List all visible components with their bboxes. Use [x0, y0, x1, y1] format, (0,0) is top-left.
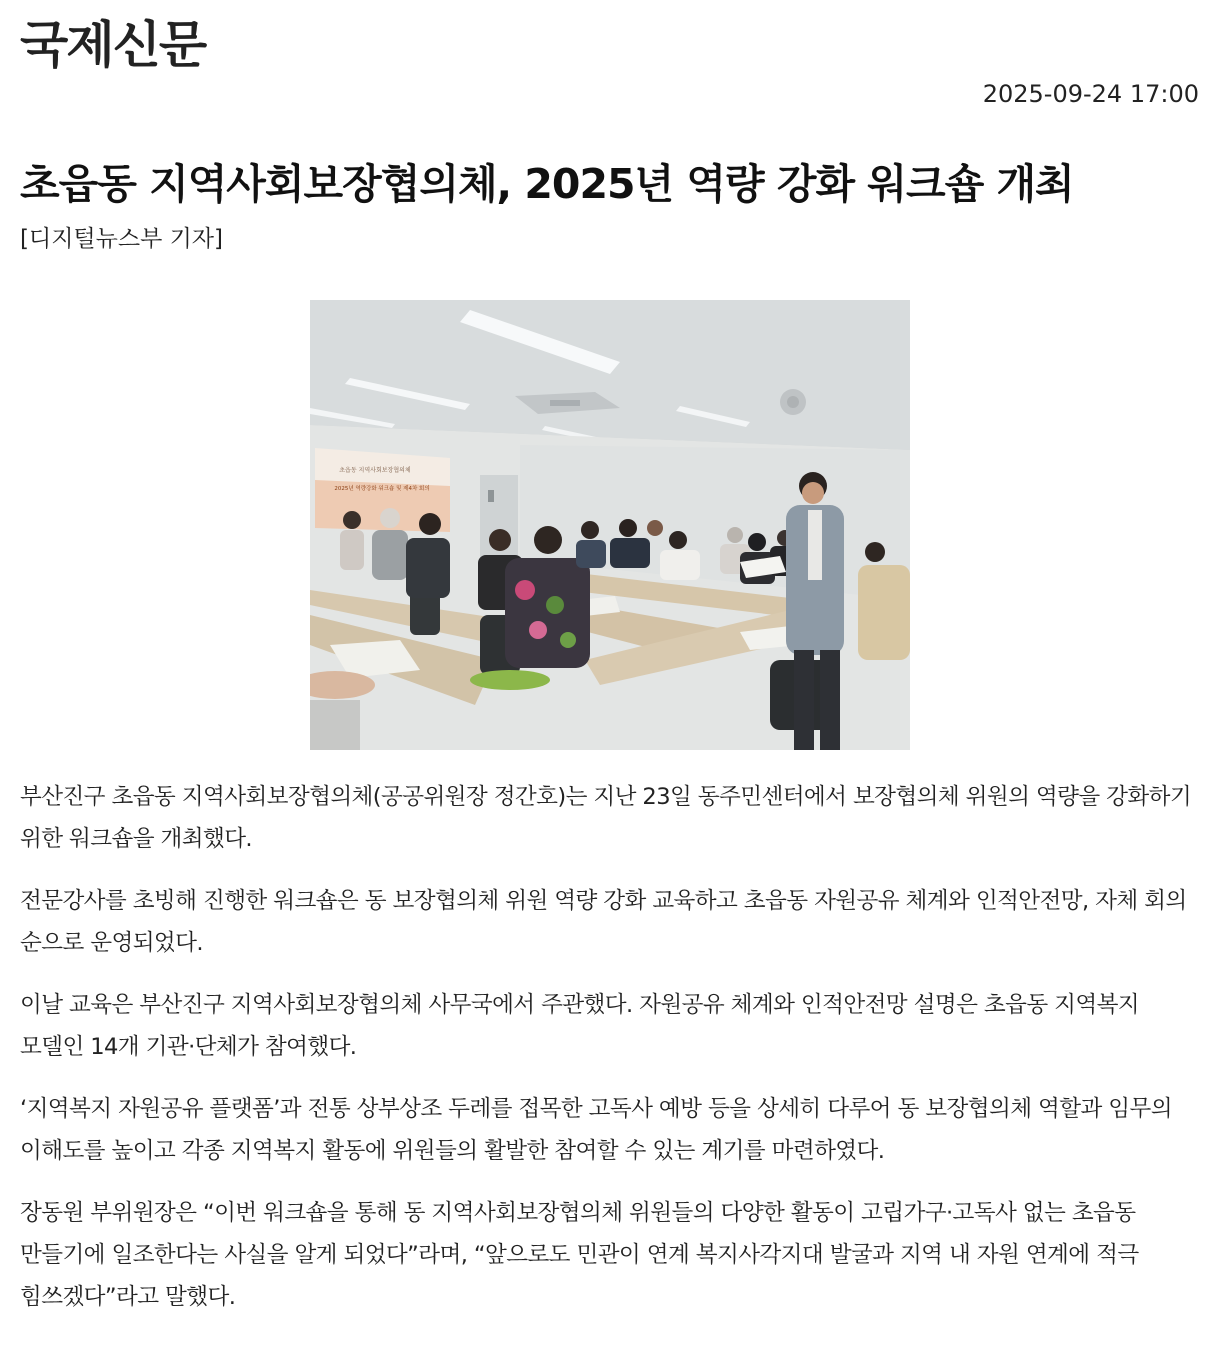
article-photo [310, 300, 910, 750]
workshop-meeting-photo [310, 300, 910, 750]
screen-text-2: 2025년 역량강화 워크숍 및 제4차 회의 [334, 486, 430, 492]
article-body [20, 776, 1207, 1338]
article-paragraph: ‘지역복지 자원공유 플랫폼’과 전통 상부상조 두레를 접목한 고독사 예방 등을 상세히 다루어 동 보장협의체 역할과 임무의 이해도를 높이고 각종 지역복지 활동에 위원들의 활발한 참여할 수 있는 계기를 마련하였다. [20, 1096, 1172, 1164]
article-title: 초읍동 지역사회보장협의체, 2025년 역량 강화 워크숍 개최 [20, 160, 1074, 209]
publish-date: 2025-09-24 17:00 [982, 80, 1199, 108]
article-paragraph: 부산진구 초읍동 지역사회보장협의체(공공위원장 정간호)는 지난 23일 동주민센터에서 보장협의체 위원의 역량을 강화하기 위한 워크숍을 개최했다. [20, 784, 1192, 852]
byline: [디지털뉴스부 기자] [20, 226, 224, 252]
article-paragraph: 장동원 부위원장은 “이번 워크숍을 통해 동 지역사회보장협의체 위원들의 다양한 활동이 고립가구·고독사 없는 초읍동 만들기에 일조한다는 사실을 알게 되었다”라며, “앞으로도 민관이 연계 복지사각지대 발굴과 지역 내 자원 연계에 적극 힘쓰겠다”라고 말했다. [20, 1200, 1139, 1310]
article-paragraph: 전문강사를 초빙해 진행한 워크숍은 동 보장협의체 위원 역량 강화 교육하고 초읍동 자원공유 체계와 인적안전망, 자체 회의 순으로 운영되었다. [20, 888, 1187, 956]
screen-text-1: 초읍동 지역사회보장협의체 [339, 467, 411, 474]
newspaper-logo[interactable]: 국제신문 [20, 16, 206, 74]
article-paragraph: 이날 교육은 부산진구 지역사회보장협의체 사무국에서 주관했다. 자원공유 체계와 인적안전망 설명은 초읍동 지역복지 모델인 14개 기관·단체가 참여했다. [20, 992, 1140, 1060]
